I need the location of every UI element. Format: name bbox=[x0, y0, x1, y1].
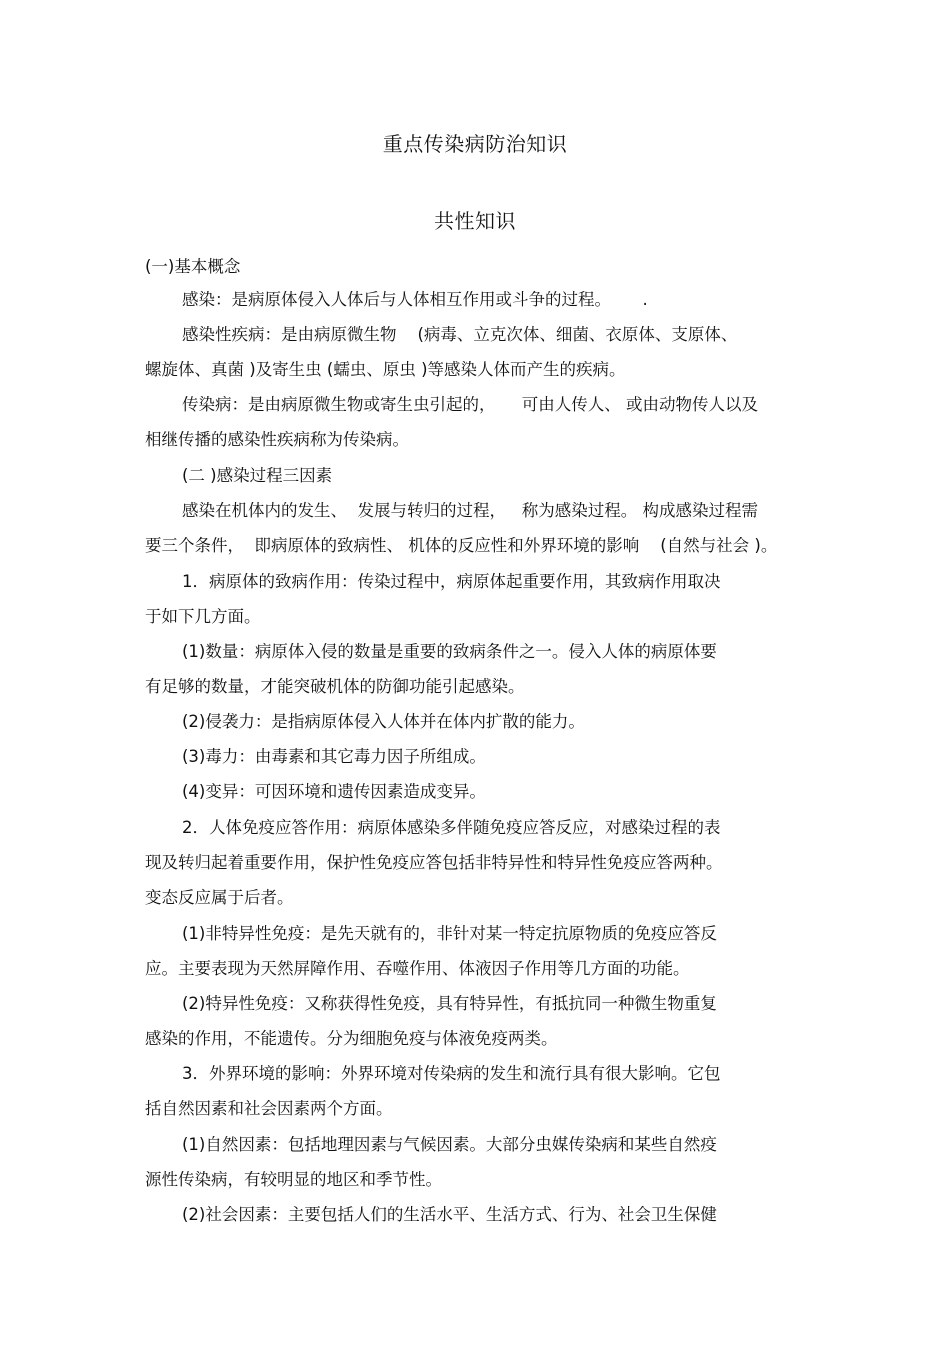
paragraph-line: 应。主要表现为天然屏障作用、吞噬作用、体液因子作用等几方面的功能。 bbox=[145, 959, 690, 978]
heading-infection-factors: (二 )感染过程三因素 bbox=[182, 466, 333, 485]
paragraph-line: (2)侵袭力：是指病原体侵入人体并在体内扩散的能力。 bbox=[182, 712, 585, 731]
paragraph-line: 相继传播的感染性疾病称为传染病。 bbox=[145, 430, 409, 449]
paragraph-line: 感染在机体内的发生、 发展与转归的过程， 称为感染过程。 构成感染过程需 bbox=[182, 501, 758, 520]
paragraph-line: 感染的作用，不能遗传。分为细胞免疫与体液免疫两类。 bbox=[145, 1029, 558, 1048]
paragraph-line: 3．外界环境的影响：外界环境对传染病的发生和流行具有很大影响。它包 bbox=[182, 1064, 721, 1083]
paragraph-line: 螺旋体、真菌 )及寄生虫 (蠕虫、原虫 )等感染人体而产生的疾病。 bbox=[145, 360, 626, 379]
heading-basic-concepts: (一)基本概念 bbox=[145, 257, 241, 276]
paragraph-line: 现及转归起着重要作用，保护性免疫应答包括非特异性和特异性免疫应答两种。 bbox=[145, 853, 723, 872]
paragraph-line: (3)毒力：由毒素和其它毒力因子所组成。 bbox=[182, 747, 486, 766]
paragraph-line: (4)变异：可因环境和遗传因素造成变异。 bbox=[182, 782, 486, 801]
paragraph-line: 感染：是病原体侵入人体后与人体相互作用或斗争的过程。 . bbox=[182, 290, 648, 309]
paragraph-line: (1)数量：病原体入侵的数量是重要的致病条件之一。侵入人体的病原体要 bbox=[182, 642, 717, 661]
paragraph-line: 于如下几方面。 bbox=[145, 607, 261, 626]
paragraph-line: 传染病：是由病原微生物或寄生虫引起的， 可由人传人、 或由动物传人以及 bbox=[182, 395, 758, 414]
paragraph-line: 2．人体免疫应答作用：病原体感染多伴随免疫应答反应，对感染过程的表 bbox=[182, 818, 721, 837]
paragraph-line: 源性传染病，有较明显的地区和季节性。 bbox=[145, 1170, 442, 1189]
paragraph-line: (2)社会因素：主要包括人们的生活水平、生活方式、行为、社会卫生保健 bbox=[182, 1205, 717, 1224]
section-title: 共性知识 bbox=[434, 209, 516, 233]
paragraph-line: 要三个条件， 即病原体的致病性、 机体的反应性和外界环境的影响 (自然与社会 )。 bbox=[145, 536, 778, 555]
paragraph-line: (1)自然因素：包括地理因素与气候因素。大部分虫媒传染病和某些自然疫 bbox=[182, 1135, 717, 1154]
page-title: 重点传染病防治知识 bbox=[382, 132, 568, 156]
paragraph-line: 1．病原体的致病作用：传染过程中，病原体起重要作用，其致病作用取决 bbox=[182, 572, 721, 591]
paragraph-line: 有足够的数量，才能突破机体的防御功能引起感染。 bbox=[145, 677, 525, 696]
paragraph-line: 变态反应属于后者。 bbox=[145, 888, 294, 907]
paragraph-line: 感染性疾病：是由病原微生物 (病毒、立克次体、细菌、衣原体、支原体、 bbox=[182, 325, 738, 344]
paragraph-line: 括自然因素和社会因素两个方面。 bbox=[145, 1099, 393, 1118]
paragraph-line: (2)特异性免疫：又称获得性免疫，具有特异性，有抵抗同一种微生物重复 bbox=[182, 994, 717, 1013]
paragraph-line: (1)非特异性免疫：是先天就有的，非针对某一特定抗原物质的免疫应答反 bbox=[182, 924, 717, 943]
